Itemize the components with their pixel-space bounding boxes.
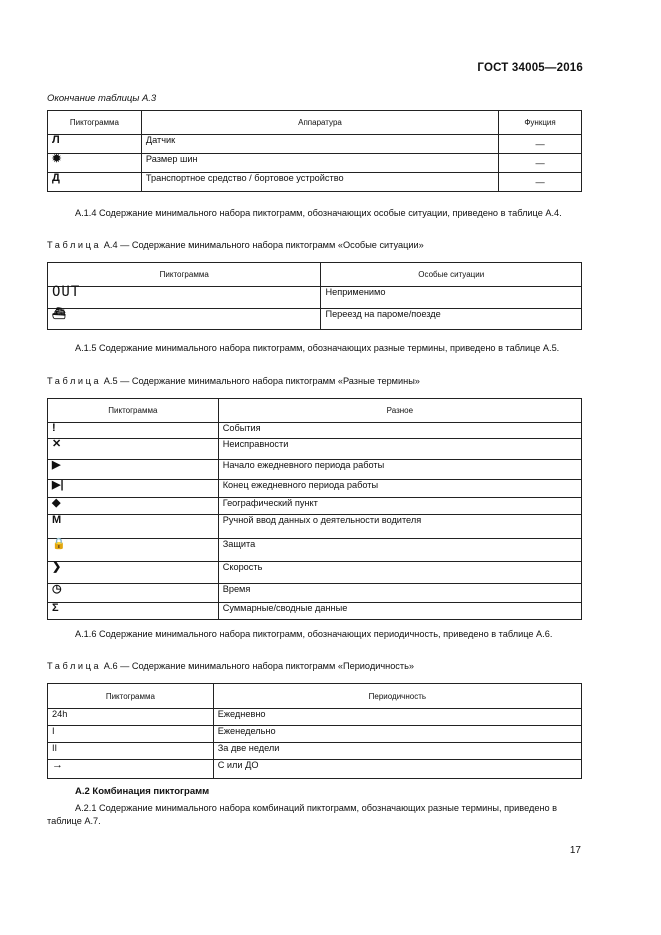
events-icon: ! bbox=[52, 422, 56, 434]
table-row bbox=[48, 760, 582, 779]
table-cell: Неприменимо bbox=[321, 287, 582, 309]
table-cell: Неисправности bbox=[218, 439, 581, 460]
table-cell: Ежедневно bbox=[213, 709, 581, 726]
table-cell: Начало ежедневного периода работы bbox=[218, 460, 581, 480]
daily-icon: 24h bbox=[52, 709, 68, 719]
tyre-size-icon: ✹ bbox=[52, 153, 62, 165]
table-row bbox=[48, 562, 582, 584]
table-cell: Защита bbox=[218, 539, 581, 562]
paragraph-a15: А.1.5 Содержание минимального набора пиктограмм, обозначающих разные термины, приведено в таблице А.5. bbox=[75, 343, 560, 353]
weekly-icon: I bbox=[52, 726, 55, 736]
caption-text: А.4 — Содержание минимального набора пиктограмм «Особые ситуации» bbox=[101, 240, 424, 250]
from-to-icon: → bbox=[52, 759, 63, 771]
table-cell: Транспортное средство / бортовое устройство bbox=[141, 173, 498, 192]
table-cell: Размер шин bbox=[141, 154, 498, 173]
start-daily-period-icon: ▶ bbox=[52, 459, 61, 471]
caption-text: А.5 — Содержание минимального набора пиктограмм «Разные термины» bbox=[101, 376, 420, 386]
table-row bbox=[48, 584, 582, 603]
table-row bbox=[48, 287, 582, 309]
table-cell: Конец ежедневного периода работы bbox=[218, 480, 581, 498]
table-a5 bbox=[47, 398, 582, 620]
sensor-icon: Л bbox=[52, 134, 60, 146]
table-a5-header-misc: Разное bbox=[218, 399, 581, 423]
table-row bbox=[48, 743, 582, 760]
table-a4-header-pictogram: Пиктограмма bbox=[48, 263, 321, 287]
table-cell: Время bbox=[218, 584, 581, 603]
summary-icon: Σ bbox=[52, 602, 59, 614]
table-cell: — bbox=[499, 173, 582, 192]
section-a2-heading: А.2 Комбинация пиктограмм bbox=[75, 786, 210, 797]
table-a5-header-pictogram: Пиктограмма bbox=[48, 399, 219, 423]
security-icon: 🔒 bbox=[52, 538, 66, 550]
table-cell: Географический пункт bbox=[218, 498, 581, 515]
table-row bbox=[48, 603, 582, 620]
table-row bbox=[48, 709, 582, 726]
table-cell: Скорость bbox=[218, 562, 581, 584]
table-a5-caption bbox=[47, 376, 420, 386]
table-a3 bbox=[47, 110, 582, 192]
table-row bbox=[48, 154, 582, 173]
table-cell: Еженедельно bbox=[213, 726, 581, 743]
standard-header: ГОСТ 34005—2016 bbox=[477, 62, 583, 74]
table-a4-header-situations: Особые ситуации bbox=[321, 263, 582, 287]
table-cell: С или ДО bbox=[213, 760, 581, 779]
table-row bbox=[48, 480, 582, 498]
table-a3-continuation: Окончание таблицы А.3 bbox=[47, 93, 157, 104]
location-icon: ◆ bbox=[52, 497, 61, 509]
table-cell: Ручной ввод данных о деятельности водителя bbox=[218, 515, 581, 539]
caption-label: Таблица bbox=[47, 661, 102, 671]
table-row bbox=[48, 460, 582, 480]
table-row bbox=[48, 423, 582, 439]
paragraph-a21: А.2.1 Содержание минимального набора комбинаций пиктограмм, обозначающих разные термины, приведено в таблице А.7. bbox=[47, 803, 558, 826]
table-cell: Датчик bbox=[141, 135, 498, 154]
ferry-train-icon: ⛴ bbox=[52, 308, 66, 320]
table-row bbox=[48, 173, 582, 192]
two-weeks-icon: II bbox=[52, 743, 58, 753]
table-a6-caption bbox=[47, 661, 414, 671]
table-cell: Суммарные/сводные данные bbox=[218, 603, 581, 620]
table-a4 bbox=[47, 262, 582, 330]
table-row bbox=[48, 539, 582, 562]
paragraph-a14: А.1.4 Содержание минимального набора пиктограмм, обозначающих особые ситуации, приведено в таблице А.4. bbox=[75, 208, 562, 218]
caption-text: А.6 — Содержание минимального набора пиктограмм «Периодичность» bbox=[101, 661, 414, 671]
table-a6-header-pictogram: Пиктограмма bbox=[48, 684, 214, 709]
caption-label: Таблица bbox=[47, 376, 102, 386]
table-cell: События bbox=[218, 423, 581, 439]
table-cell: — bbox=[499, 135, 582, 154]
caption-label: Таблица bbox=[47, 240, 102, 250]
table-row bbox=[48, 439, 582, 460]
vehicle-unit-icon: Д bbox=[52, 172, 60, 184]
table-row bbox=[48, 498, 582, 515]
paragraph-a16: А.1.6 Содержание минимального набора пиктограмм, обозначающих периодичность, приведено в таблице А.6. bbox=[75, 629, 553, 639]
table-a6-header-periodicity: Периодичность bbox=[213, 684, 581, 709]
time-icon: ◷ bbox=[52, 583, 62, 595]
table-row bbox=[48, 135, 582, 154]
table-a6 bbox=[47, 683, 582, 779]
table-a4-caption bbox=[47, 240, 424, 250]
table-a3-header-function: Функция bbox=[499, 111, 582, 135]
faults-icon: ✕ bbox=[52, 438, 62, 450]
table-cell: Переезд на пароме/поезде bbox=[321, 309, 582, 330]
out-of-scope-icon: OUT bbox=[52, 284, 81, 300]
table-row bbox=[48, 515, 582, 539]
manual-entry-icon: M bbox=[52, 514, 62, 526]
table-row bbox=[48, 309, 582, 330]
table-row bbox=[48, 726, 582, 743]
end-daily-period-icon: ▶| bbox=[52, 479, 64, 491]
page-number: 17 bbox=[569, 845, 581, 856]
table-a3-header-equipment: Аппаратура bbox=[141, 111, 498, 135]
table-a3-header-pictogram: Пиктограмма bbox=[48, 111, 142, 135]
table-cell: — bbox=[499, 154, 582, 173]
speed-icon: ❯ bbox=[52, 561, 62, 573]
table-cell: За две недели bbox=[213, 743, 581, 760]
